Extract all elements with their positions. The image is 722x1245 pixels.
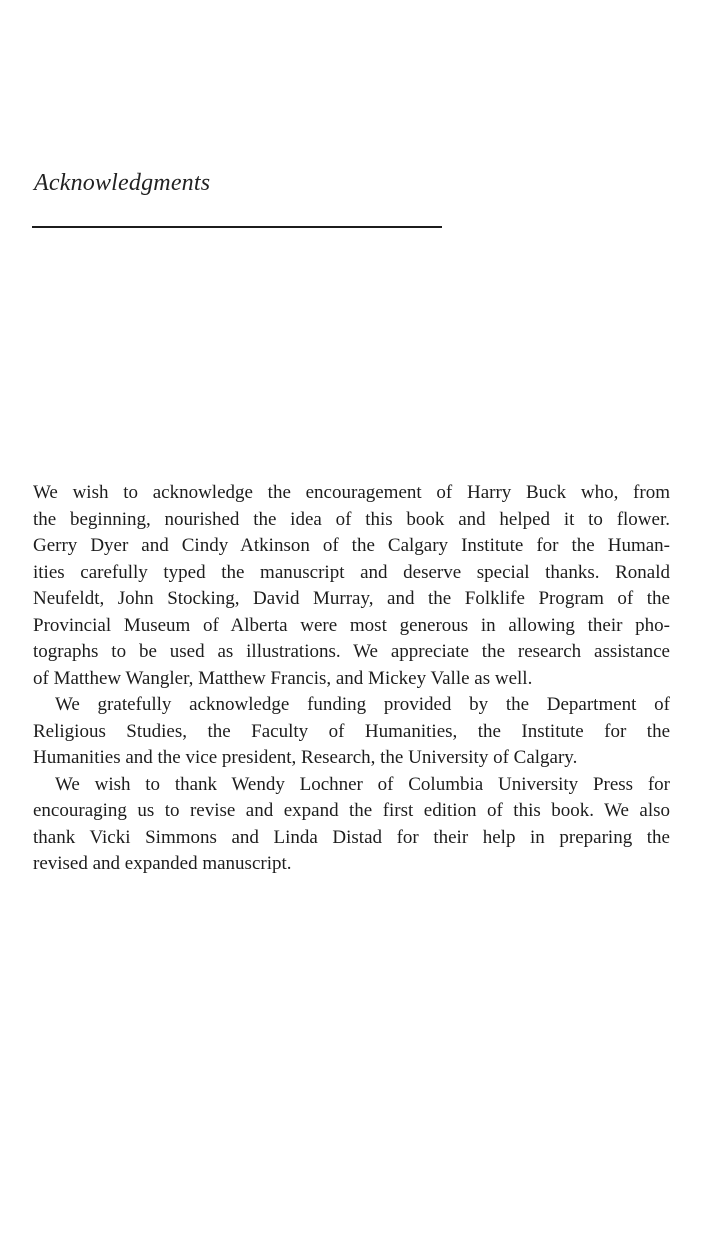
paragraph-1-line-2: the beginning, nourished the idea of this book and helped it to flower. xyxy=(33,508,670,530)
paragraph-1-line-8: of Matthew Wangler, Matthew Francis, and Mickey Valle as well. xyxy=(33,667,533,689)
paragraph-1-line-4: ities carefully typed the manuscript and deserve special thanks. Ronald xyxy=(33,561,670,583)
page-heading: Acknowledgments xyxy=(34,170,211,196)
paragraph-3-line-3: thank Vicki Simmons and Linda Distad for their help in preparing the xyxy=(33,826,670,848)
paragraph-1-line-6: Provincial Museum of Alberta were most generous in allowing their pho- xyxy=(33,614,670,636)
paragraph-1-line-3: Gerry Dyer and Cindy Atkinson of the Calgary Institute for the Human- xyxy=(33,535,670,556)
paragraph-3-line-4: revised and expanded manuscript. xyxy=(33,853,292,874)
paragraph-1-line-5: Neufeldt, John Stocking, David Murray, and the Folklife Program of the xyxy=(33,588,670,609)
paragraph-2-line-1: We gratefully acknowledge funding provided by the Department of xyxy=(55,694,670,715)
acknowledgments-body xyxy=(33,480,670,878)
paragraph-1-line-7: tographs to be used as illustrations. We appreciate the research assistance xyxy=(33,641,670,662)
paragraph-2-line-3: Humanities and the vice president, Research, the University of Calgary. xyxy=(33,747,578,768)
paragraph-3-line-1: We wish to thank Wendy Lochner of Columbia University Press for xyxy=(55,773,670,795)
paragraph-3-line-2: encouraging us to revise and expand the first edition of this book. We also xyxy=(33,800,670,821)
paragraph-1-line-1: We wish to acknowledge the encouragement of Harry Buck who, from xyxy=(33,482,670,503)
heading-rule xyxy=(32,226,442,228)
paragraph-2-line-2: Religious Studies, the Faculty of Humanities, the Institute for the xyxy=(33,720,670,742)
